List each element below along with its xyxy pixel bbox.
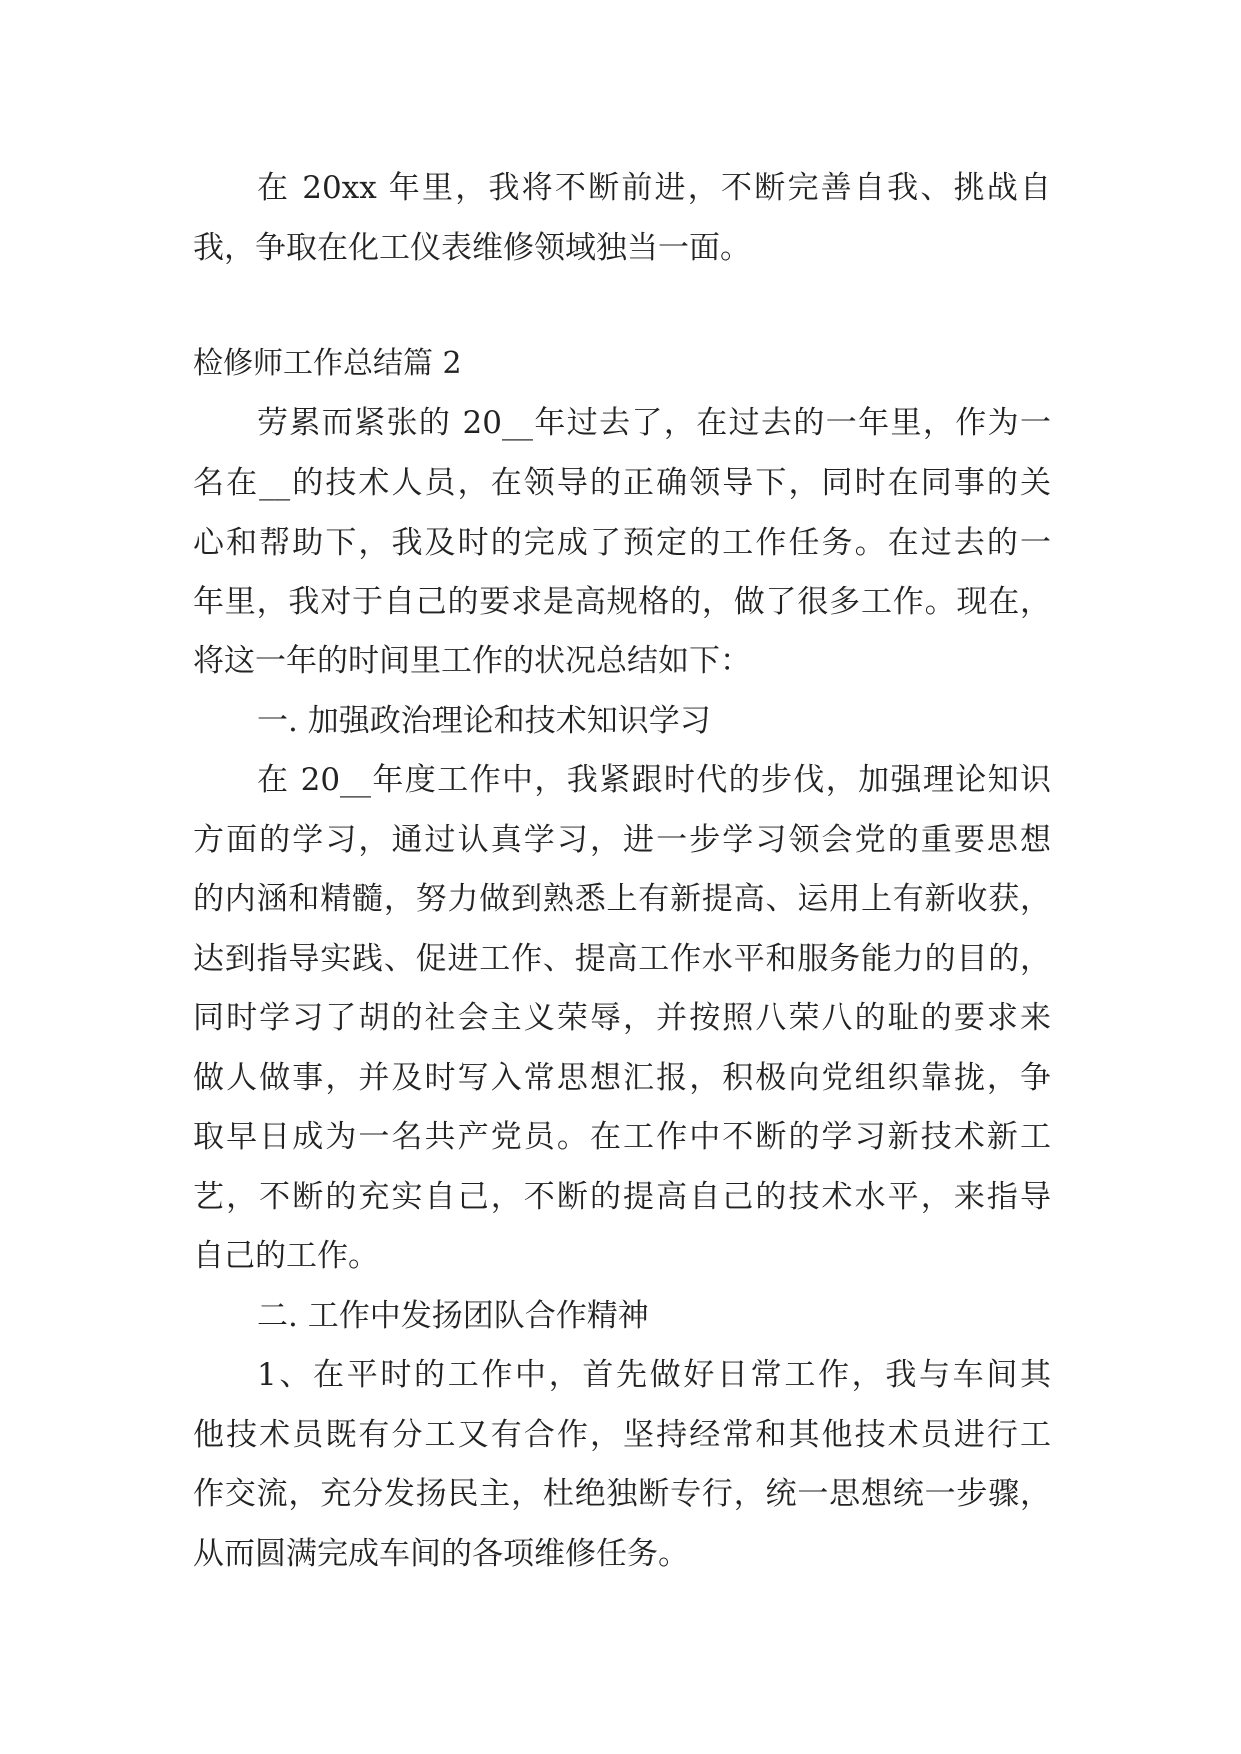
- subsection-heading: 一. 加强政治理论和技术知识学习: [257, 703, 711, 739]
- paragraph-line: 自己的工作。: [193, 1238, 379, 1274]
- paragraph-line: 劳累而紧张的 20__年过去了，在过去的一年里，作为一: [257, 405, 1051, 441]
- paragraph-line: 作交流，充分发扬民主，杜绝独断专行，统一思想统一步骤，: [193, 1476, 1051, 1512]
- paragraph-line: 同时学习了胡的社会主义荣辱，并按照八荣八的耻的要求来: [193, 1000, 1051, 1036]
- paragraph-line: 他技术员既有分工又有合作，坚持经常和其他技术员进行工: [193, 1417, 1051, 1453]
- paragraph-line: 名在__的技术人员，在领导的正确领导下，同时在同事的关: [193, 465, 1051, 501]
- section-heading: 检修师工作总结篇 2: [193, 346, 462, 381]
- paragraph-line: 我，争取在化工仪表维修领域独当一面。: [193, 230, 751, 266]
- paragraph-line: 1、在平时的工作中，首先做好日常工作，我与车间其: [257, 1357, 1051, 1393]
- paragraph-line: 做人做事，并及时写入常思想汇报，积极向党组织靠拢，争: [193, 1060, 1051, 1096]
- subsection-heading: 二. 工作中发扬团队合作精神: [257, 1298, 649, 1334]
- paragraph-line: 在 20xx 年里，我将不断前进，不断完善自我、挑战自: [257, 170, 1051, 206]
- paragraph-line: 取早日成为一名共产党员。在工作中不断的学习新技术新工: [193, 1119, 1051, 1155]
- paragraph-line: 达到指导实践、促进工作、提高工作水平和服务能力的目的，: [193, 941, 1051, 977]
- paragraph-line: 将这一年的时间里工作的状况总结如下：: [193, 643, 751, 679]
- paragraph-line: 从而圆满完成车间的各项维修任务。: [193, 1536, 689, 1572]
- paragraph-line: 艺，不断的充实自己，不断的提高自己的技术水平，来指导: [193, 1179, 1051, 1215]
- paragraph-line: 方面的学习，通过认真学习，进一步学习领会党的重要思想: [193, 822, 1051, 858]
- paragraph-line: 的内涵和精髓，努力做到熟悉上有新提高、运用上有新收获，: [193, 881, 1051, 917]
- paragraph-line: 年里，我对于自己的要求是高规格的，做了很多工作。现在，: [193, 584, 1051, 620]
- paragraph-line: 在 20__年度工作中，我紧跟时代的步伐，加强理论知识: [257, 762, 1051, 798]
- paragraph-line: 心和帮助下，我及时的完成了预定的工作任务。在过去的一: [193, 525, 1051, 561]
